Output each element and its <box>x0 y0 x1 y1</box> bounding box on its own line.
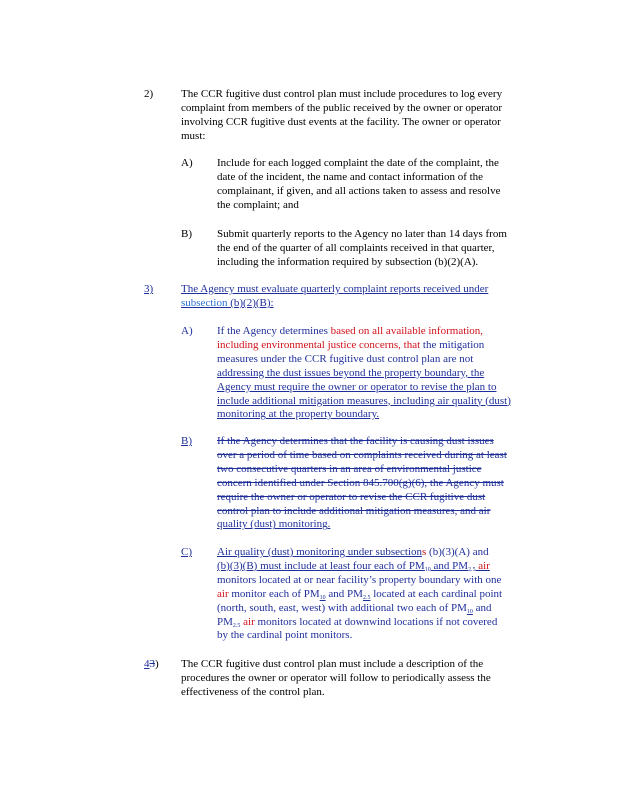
text-line <box>217 616 502 630</box>
text-segment: (b)(3)(A) and <box>426 546 489 558</box>
text-segment: (b)(2)(B): <box>227 296 274 309</box>
item-3b-text <box>217 435 507 532</box>
text-line: Agency must require the owner or operator to revise the plan to <box>217 380 497 393</box>
text-segment: based on all available information, <box>330 325 484 337</box>
text-line: monitors located at or near facility’s property boundary with one <box>217 573 502 586</box>
item-3-text <box>181 283 488 311</box>
text-line <box>217 325 511 339</box>
text-line: by the cardinal point monitors. <box>217 629 353 642</box>
text-segment: If the Agency determines <box>217 325 331 337</box>
text-line: The Agency must evaluate quarterly complaint reports received under <box>181 283 489 295</box>
text-line: Submit quarterly reports to the Agency no later than 14 days from <box>217 228 507 240</box>
text-line: effectiveness of the control plan. <box>181 685 325 698</box>
struck-line: require the owner or operator to revise the CCR fugitive dust <box>217 490 486 503</box>
text-line: procedures the owner or operator will follow to periodically assess the <box>181 671 491 684</box>
text-segment: located at each cardinal point <box>370 587 503 600</box>
text-segment: monitor each of PM <box>228 587 320 600</box>
item-2b-text <box>217 228 507 270</box>
text-line <box>217 546 502 560</box>
subscript: 2.5 <box>362 594 371 601</box>
item-3-number: 3) <box>144 283 154 295</box>
text-line: involving CCR fugitive dust events at the facility. The owner or operator <box>181 115 501 128</box>
struck-line: two consecutive quarters in an area of environmental justice <box>217 462 482 475</box>
text-segment: (north, south, east, west) with additional two each of PM <box>217 601 467 614</box>
struck-line: over a period of time based on complaints received during at least <box>217 448 507 461</box>
subscript: 2.5 <box>232 622 241 629</box>
subscript: 2.5 <box>468 566 476 573</box>
number-suffix: ) <box>155 658 159 670</box>
number-struck: 3 <box>149 658 155 670</box>
text-segment: air <box>240 615 255 628</box>
text-line <box>217 588 502 602</box>
struck-line: If the Agency determines that the facility is causing dust issues <box>217 435 494 447</box>
subscript: 10 <box>424 566 431 573</box>
item-3c-text <box>217 546 502 643</box>
item-2a-label: A) <box>181 157 193 169</box>
text-line: measures under the CCR fugitive dust control plan are not <box>217 352 474 365</box>
text-line: complaint from members of the public received by the owner or operator <box>181 101 503 114</box>
text-segment: and <box>472 601 492 614</box>
text-line: The CCR fugitive dust control plan must include procedures to log every <box>181 88 503 100</box>
text-line: monitoring at the property boundary. <box>217 408 380 421</box>
text-line: addressing the dust issues beyond the property boundary, the <box>217 366 485 379</box>
text-segment: and PM <box>325 587 363 600</box>
text-segment: Air quality (dust) monitoring under subsection <box>217 546 422 558</box>
text-line: include additional mitigation measures, including air quality (dust) <box>217 394 511 407</box>
text-segment: PM <box>217 615 233 628</box>
text-line <box>217 339 511 353</box>
item-4-number <box>144 658 159 670</box>
text-segment: including environmental justice concerns, that <box>217 338 421 351</box>
item-2b-label: B) <box>181 228 192 240</box>
subscript: 10 <box>319 594 326 601</box>
text-line: date of the incident, the name and contact information of the <box>217 170 484 183</box>
text-line: Include for each logged complaint the date of the complaint, the <box>217 157 499 169</box>
item-2a-text <box>217 157 500 213</box>
text-line <box>217 560 502 574</box>
text-line: including the information required by subsection (b)(2)(A). <box>217 255 479 268</box>
item-2-text <box>181 88 502 144</box>
struck-line: control plan to include additional mitigation measures, and air <box>217 504 491 517</box>
text-segment: (b)(3)(B) must include at least four each of PM <box>217 559 425 572</box>
text-line: quality (dust) monitoring. <box>217 518 331 531</box>
item-3a-text <box>217 325 511 422</box>
text-line: complainant, if given, and all actions taken to assess and resolve <box>217 184 501 197</box>
text-segment: air <box>475 559 490 572</box>
text-segment: the mitigation <box>420 338 485 351</box>
struck-line: concern identified under Section 845.700(g)(6), the Agency must <box>217 476 504 489</box>
item-4-text <box>181 658 491 700</box>
text-line: the end of the quarter of all complaints received in that quarter, <box>217 241 495 254</box>
number-inserted: 4 <box>144 658 150 670</box>
item-3b-label: B) <box>181 435 192 447</box>
text-line: the complaint; and <box>217 198 299 211</box>
subscript: 10 <box>466 608 473 615</box>
text-line: must: <box>181 129 206 142</box>
item-3a-label: A) <box>181 325 193 337</box>
text-line <box>217 602 502 616</box>
text-segment: s <box>422 546 427 558</box>
text-segment: and PM <box>430 559 468 572</box>
text-segment: subsection <box>181 296 228 309</box>
text-line <box>181 297 488 311</box>
text-segment: monitors located at downwind locations if not covered <box>254 615 498 628</box>
item-2-number: 2) <box>144 88 154 100</box>
text-line: The CCR fugitive dust control plan must include a description of the <box>181 658 484 670</box>
text-segment: air <box>217 587 229 600</box>
item-3c-label: C) <box>181 546 192 558</box>
